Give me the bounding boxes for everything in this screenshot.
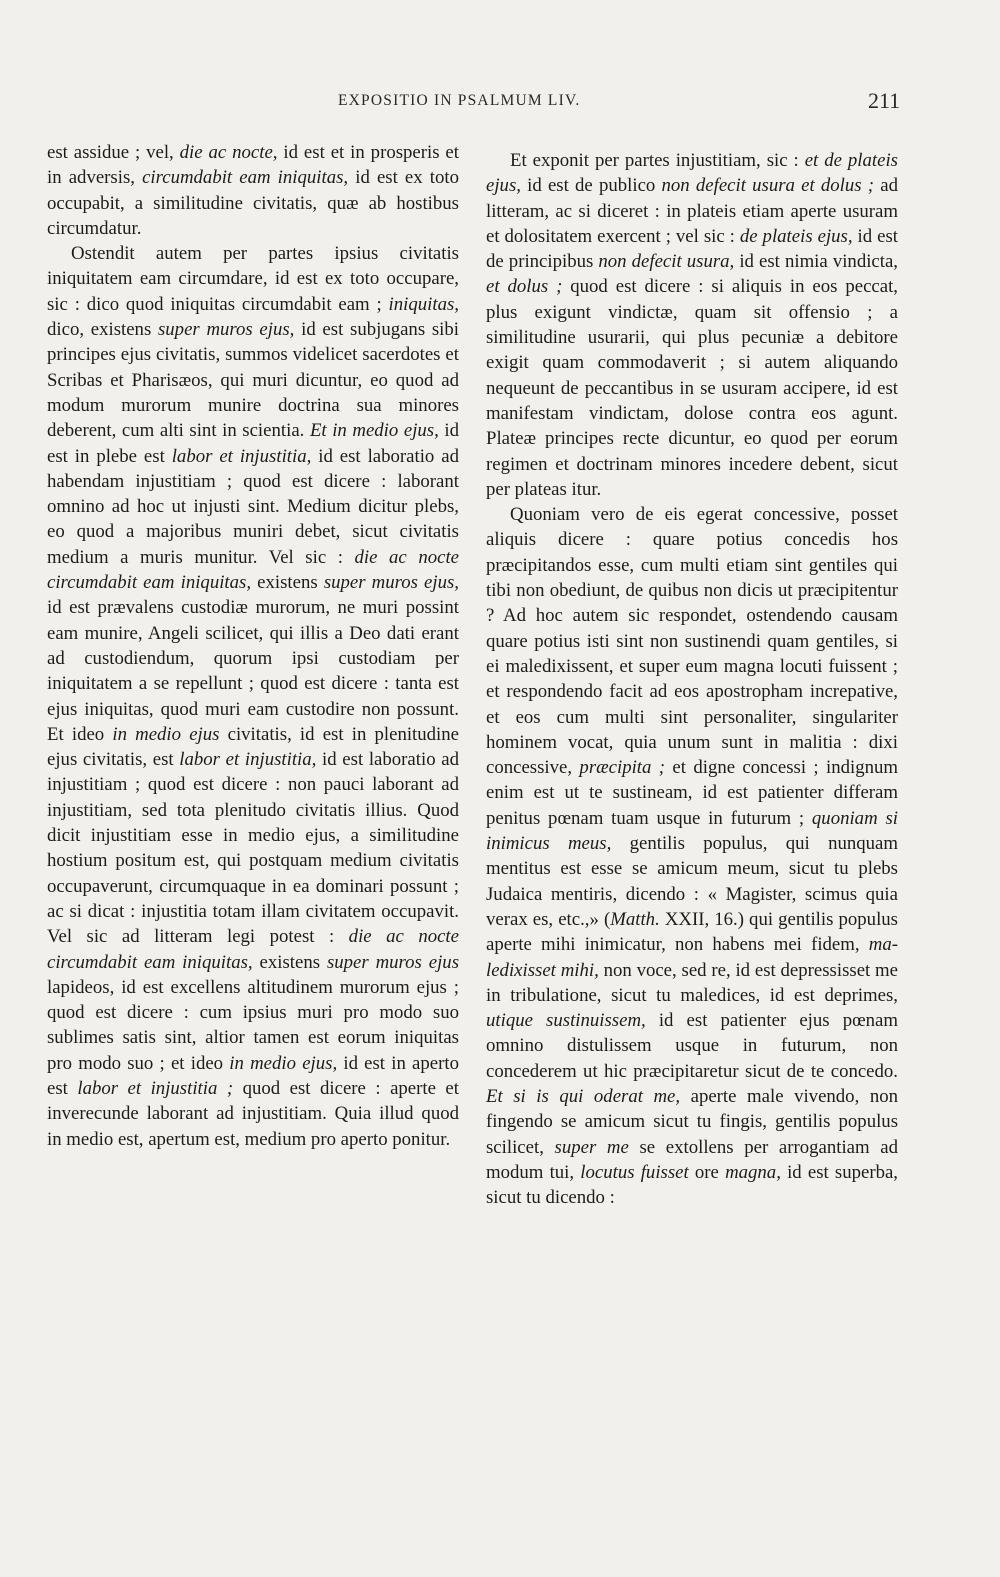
italic-run: die ac nocte circumdabit eam iniquitas, [47, 926, 459, 973]
text-run: dico, existens [47, 319, 158, 341]
text-run: et digne concessi ; indignum enim est ut te sustineam, id est patienter differam penitus pœnam tuam usque in futurum ; [486, 757, 898, 829]
italic-run: et dolus ; [486, 276, 563, 298]
italic-run: magna, [725, 1161, 781, 1183]
text-run: Quoniam vero de eis egerat concessive, posset aliquis dicere : quare potius concedis hos præcipitandos esse, cum multi etiam sint gentiles qui tibi non obediunt, de quibus non dicis ut præcipitentur ? Ad hoc autem sic respondet, ostendendo causam quare potius isti sint non sustinendi quam gentiles, si ei maledixissent, et super eum magna locuti fuissent ; et respondendo facit ad eos apostropham increpative, et eos cum multi sint personaliter, singulariter hominem vocat, quia unum sunt in malitia : dixi concessive, [486, 504, 898, 779]
italic-run: utique sustinuissem, [486, 1010, 646, 1032]
paragraph [47, 140, 459, 241]
text-run: se extollens per arrogantiam ad modum tui, [486, 1136, 898, 1183]
text-run: lapideos, id est excellens altitudinem murorum ejus ; quod est dicere : cum ipsius muri pro modo suo sublimes satis sint, altior tamen est eorum iniquitas pro modo suo ; et ideo [47, 976, 459, 1074]
italic-run: iniquitas, [388, 293, 459, 315]
text-run: ad litteram, ac si diceret : in plateis etiam aperte usuram et dolositatem exercent ; vel sic : [486, 175, 898, 247]
text-run: ore [688, 1161, 726, 1183]
running-head [0, 88, 1000, 118]
italic-run: præcipita ; [579, 757, 666, 779]
text-run: id est de publico [520, 175, 662, 197]
italic-run: in medio ejus [112, 723, 220, 745]
text-run: id est de principibus [486, 225, 898, 273]
text-run: id est laboratio ad injustitiam ; quod est dicere : non pauci laborant ad injustitiam, sed tota plenitudo civitatis illius. Quod dicit injustitiam esse in medio ejus, a similitudine hostium positum est, qui postquam medium civitatis occupaverunt, circumquaque in ea dominari possunt ; ac si dicat : injustitia totam illam civitatem occupavit. Vel sic ad litteram legi potest : [47, 749, 459, 948]
text-run: id est nimia vindicta, [734, 251, 899, 273]
italic-run: et de plateis ejus, [486, 150, 898, 197]
text-run: non voce, sed re, id est depressisset me in tribulatione, sicut tu maledices, id est deprimes, [486, 959, 898, 1006]
text-run: quod est dicere : aperte et inverecunde laborant ad injustitiam. Quia illud quod in medio est, apertum est, medium pro aperto ponitur. [47, 1077, 459, 1150]
italic-run: super muros ejus, [323, 572, 460, 594]
italic-run: labor et injustitia, [179, 749, 317, 771]
italic-run: maledixisset mihi, [486, 934, 898, 981]
text-run: existens [251, 572, 324, 594]
italic-run: labor et injustitia, [171, 445, 312, 467]
italic-run: super muros ejus [326, 951, 459, 973]
text-run: est assidue ; vel, [47, 142, 180, 163]
text-run: quod est dicere : si aliquis in eos peccat, plus exigunt vindictæ, quam sit offensio ; a similitudine usurarii, qui plus pecuniæ a debitore exigit quam commodaverit ; si autem aliquando nequeunt de peccantibus in se usuram accipere, id est manifestam vindictam, dolose contra eos agunt. Plateæ principes recte dicuntur, eo quod per eorum regimen et doctrinam minores incedere debent, sicut per plateas itur. [486, 276, 898, 500]
text-run: existens [252, 951, 327, 973]
italic-run: circumdabit eam iniquitas, [142, 167, 349, 189]
text-run: id est patienter ejus pœnam omnino distulissem usque in futurum, non concederem ut hic præcipitaretur sicut de te concedo. [486, 1010, 898, 1082]
text-run: id est prævalens custodiæ murorum, ne muri possint eam munire, Angeli scilicet, qui illis a Deo dati erant ad custodiendum, quorum ipsi custodiam per iniquitatem a se repellunt ; quod est dicere : tanta est ejus iniquitas, quod muri eam custodire non possunt. Et ideo [47, 597, 459, 745]
left-column [47, 140, 459, 1152]
italic-run: Et in medio ejus, [309, 420, 439, 442]
italic-run: quoniam si inimicus meus, [486, 807, 898, 855]
italic-run: de plateis ejus, [739, 225, 853, 247]
text-run: id est ex toto occupabit, a similitudine civitatis, quæ ab hostibus circumdatur. [47, 167, 459, 239]
italic-run: super me [554, 1136, 629, 1158]
italic-run: in medio ejus, [229, 1052, 338, 1074]
text-run: id est subjugans sibi principes ejus civitatis, summos videlicet sacerdotes et Scribas et Pharisæos, qui muri dicuntur, eo quod ad modum murorum munire doctrina sua minores deberent, cum alti sint in scientia. [47, 319, 459, 442]
italic-run: non defecit usura et dolus ; [661, 175, 875, 197]
text-run: id est in plebe est [47, 420, 459, 467]
text-run: id est superba, sicut tu dicendo : [486, 1161, 898, 1209]
paragraph [47, 241, 459, 1152]
page-number: 211 [868, 88, 901, 113]
running-title: EXPOSITIO IN PSALMUM LIV. [338, 92, 581, 109]
italic-run: die ac nocte, [179, 142, 278, 163]
italic-run: die ac nocte circumdabit eam iniquitas, [47, 546, 460, 594]
text-run: id est in aperto est [47, 1052, 459, 1099]
italic-run: non defecit usura, [598, 251, 735, 273]
text-run: Ostendit autem per partes ipsius civitatis iniquitatem eam circumdare, id est ex toto occupare, sic : dico quod iniquitas circumdabit eam ; [47, 243, 459, 315]
text-run: id est laboratio ad habendam injustitiam ; quod est dicere : laborant omnino ad hoc ut injusti sint. Medium dicitur plebs, eo quod a majoribus muniri debet, sicut civitatis medium a muris munitur. Vel sic : [47, 445, 459, 568]
italic-run: locutus fuisset [580, 1161, 689, 1183]
text-run: aperte male vivendo, non fingendo se amicum sicut tu fingis, gentilis populus scilicet, [486, 1085, 898, 1158]
paragraph [486, 148, 898, 502]
text-run: id est et in prosperis et in adversis, [47, 142, 459, 189]
italic-run: Et si is qui oderat me, [486, 1085, 681, 1107]
paragraph [486, 502, 898, 1210]
italic-run: Matth. [610, 908, 660, 930]
text-run: Et exponit per partes injustitiam, sic : [510, 150, 805, 171]
italic-run: super muros ejus, [157, 319, 295, 341]
italic-run: labor et injustitia ; [77, 1077, 234, 1099]
text-run: civitatis, id est in plenitudine ejus civitatis, est [47, 723, 459, 771]
text-run: XXII, 16.) qui gentilis populus aperte mihi inimicatur, non habens mei fidem, [486, 908, 898, 956]
right-column [486, 148, 898, 1210]
text-run: gentilis populus, qui nunquam mentitus est esse se amicum meum, sicut tu plebs Judaica mentiris, dicendo : « Magister, scimus quia verax es, etc.,» ( [486, 833, 898, 930]
